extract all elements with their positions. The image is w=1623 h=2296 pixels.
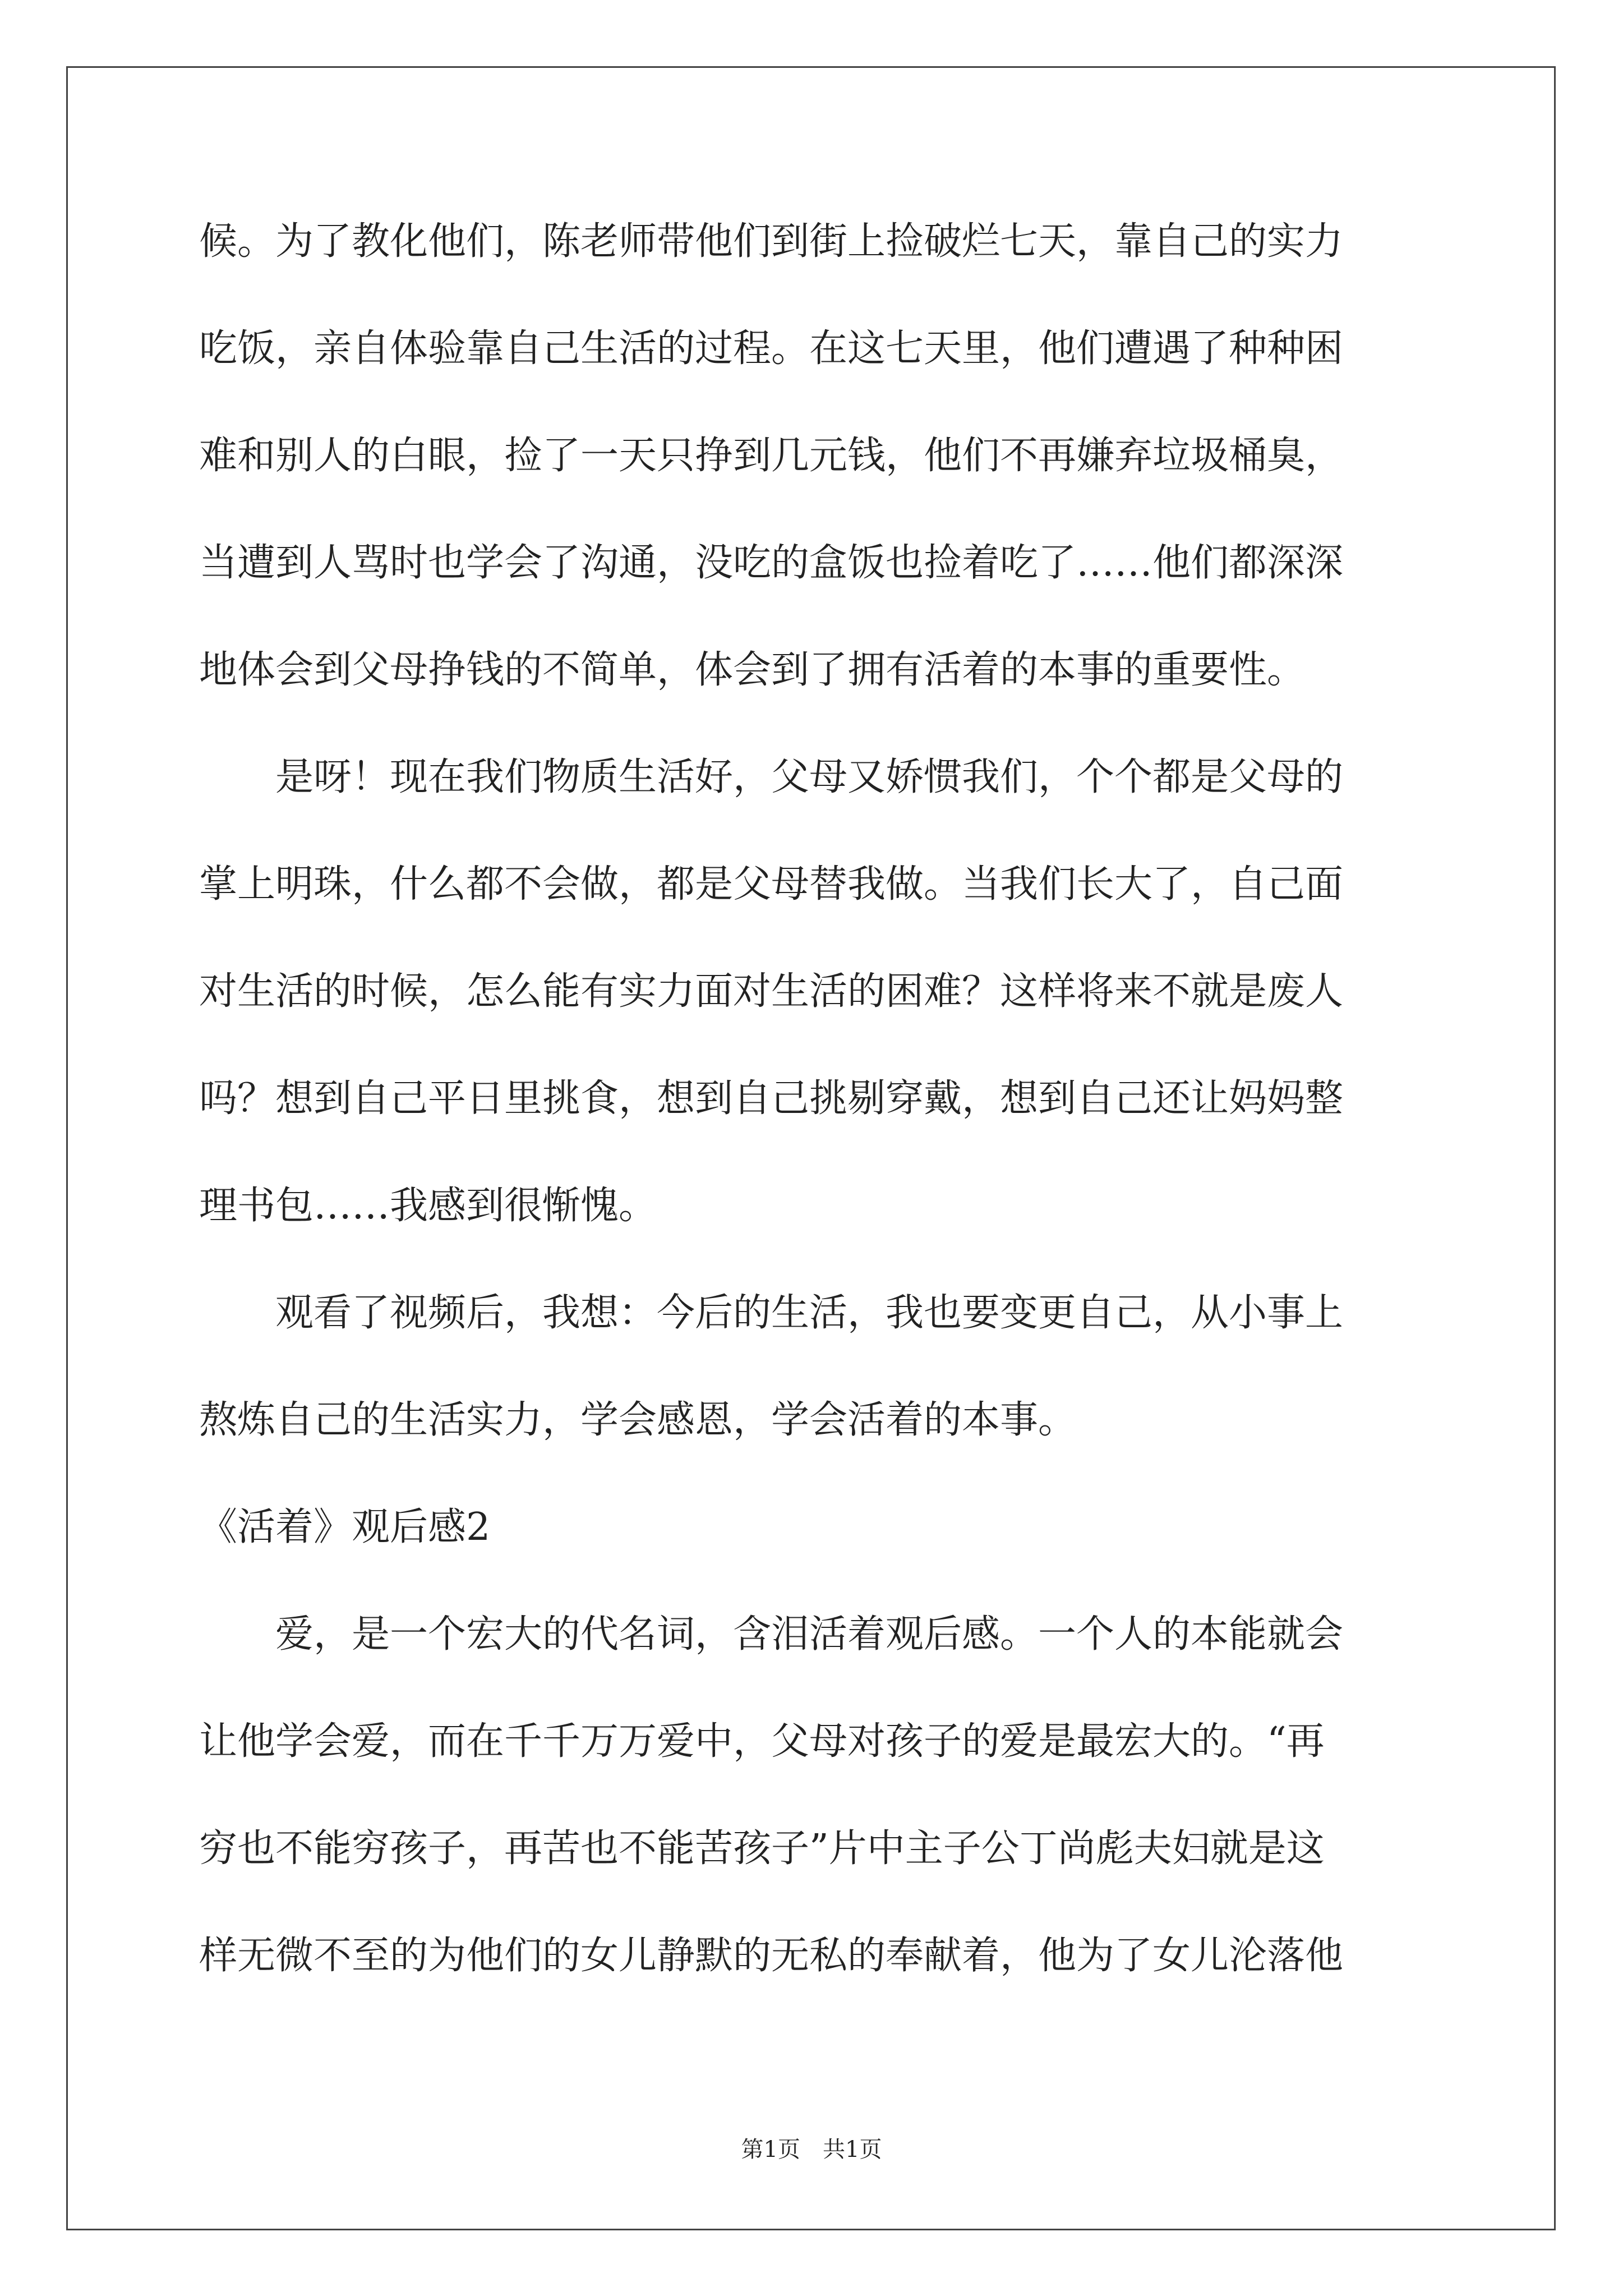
text-line-17: 样无微不至的为他们的女儿静默的无私的奉献着，他为了女儿沦落他	[199, 1934, 1344, 1978]
section-heading: 《活着》观后感2	[199, 1505, 491, 1549]
text-line-10: 理书包……我感到很惭愧。	[199, 1184, 657, 1228]
text-line-11: 观看了视频后，我想：今后的生活，我也要变更自己，从小事上	[199, 1291, 1344, 1335]
text-line-3: 难和别人的白眼，捡了一天只挣到几元钱，他们不再嫌弃垃圾桶臭，	[199, 434, 1344, 478]
text-line-14: 爱，是一个宏大的代名词，含泪活着观后感。一个人的本能就会	[199, 1612, 1344, 1657]
text-line-15: 让他学会爱，而在千千万万爱中，父母对孩子的爱是最宏大的。“再	[199, 1719, 1325, 1764]
text-line-6: 是呀！现在我们物质生活好，父母又娇惯我们，个个都是父母的	[199, 755, 1344, 799]
text-line-1: 候。为了教化他们，陈老师带他们到街上捡破烂七天，靠自己的实力	[199, 219, 1344, 264]
page-footer: 第1页 共1页	[741, 2137, 882, 2162]
text-line-4: 当遭到人骂时也学会了沟通，没吃的盒饭也捡着吃了……他们都深深	[199, 541, 1344, 585]
page-border	[66, 66, 1556, 2230]
text-line-9: 吗？想到自己平日里挑食，想到自己挑剔穿戴，想到自己还让妈妈整	[199, 1076, 1344, 1121]
text-line-16: 穷也不能穷孩子，再苦也不能苦孩子”片中主子公丁尚彪夫妇就是这	[199, 1826, 1325, 1871]
text-line-2: 吃饭，亲自体验靠自己生活的过程。在这七天里，他们遭遇了种种困	[199, 326, 1344, 371]
text-line-5: 地体会到父母挣钱的不简单，体会到了拥有活着的本事的重要性。	[199, 648, 1306, 692]
text-line-7: 掌上明珠，什么都不会做，都是父母替我做。当我们长大了，自己面	[199, 862, 1344, 907]
text-line-8: 对生活的时候，怎么能有实力面对生活的困难？这样将来不就是废人	[199, 969, 1344, 1014]
text-line-12: 熬炼自己的生活实力，学会感恩，学会活着的本事。	[199, 1398, 1077, 1442]
